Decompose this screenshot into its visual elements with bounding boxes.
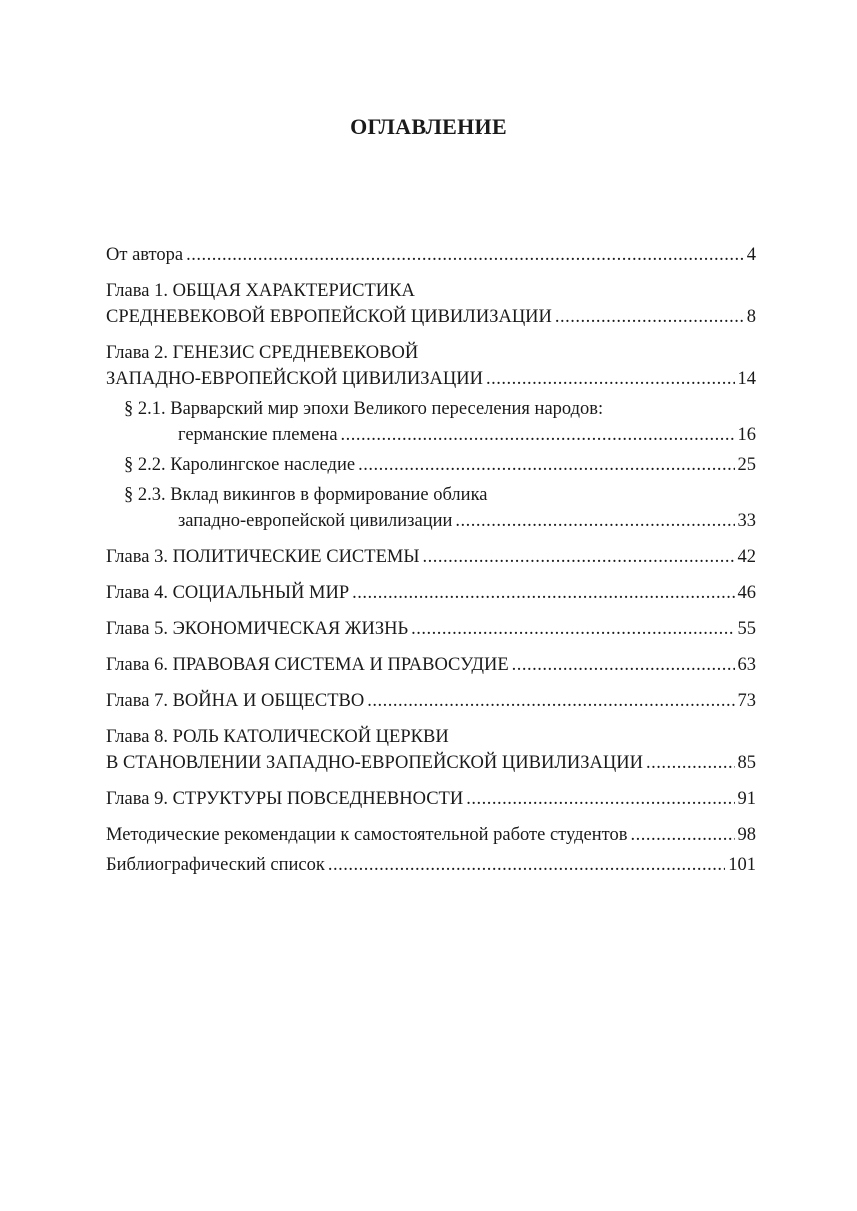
dot-leader bbox=[352, 580, 734, 606]
toc-entry-chapter-2 bbox=[106, 340, 756, 392]
dot-leader bbox=[486, 366, 735, 392]
dot-leader bbox=[630, 822, 734, 848]
toc-entry-title: западно-европейской цивилизации bbox=[178, 511, 453, 531]
toc-entry-title: Методические рекомендации к самостоятельной работе студентов bbox=[106, 825, 628, 845]
toc-page-number: 55 bbox=[737, 619, 756, 639]
toc-entry-chapter-9 bbox=[106, 786, 756, 812]
toc-entry-title: Глава 3. ПОЛИТИЧЕСКИЕ СИСТЕМЫ bbox=[106, 547, 420, 567]
toc-entry-title: германские племена bbox=[178, 425, 338, 445]
toc-page-number: 8 bbox=[746, 307, 756, 327]
toc-entry-chapter-3 bbox=[106, 544, 756, 570]
toc-entry-title-line: Глава 8. РОЛЬ КАТОЛИЧЕСКОЙ ЦЕРКВИ bbox=[106, 727, 449, 747]
toc-entry-title-line: § 2.1. Варварский мир эпохи Великого переселения народов: bbox=[124, 399, 604, 419]
dot-leader bbox=[328, 852, 725, 878]
toc-entry-title: СРЕДНЕВЕКОВОЙ ЕВРОПЕЙСКОЙ ЦИВИЛИЗАЦИИ bbox=[106, 307, 552, 327]
toc-entry-title-line: Глава 1. ОБЩАЯ ХАРАКТЕРИСТИКА bbox=[106, 281, 415, 301]
toc-entry-section-2-2 bbox=[106, 452, 756, 478]
toc-page-number: 4 bbox=[746, 245, 756, 265]
toc-entry-chapter-7 bbox=[106, 688, 756, 714]
toc-page-number: 85 bbox=[737, 753, 756, 773]
dot-leader bbox=[646, 750, 735, 776]
toc-page-number: 25 bbox=[737, 455, 756, 475]
toc-entry-chapter-5 bbox=[106, 616, 756, 642]
toc-page-number: 16 bbox=[737, 425, 756, 445]
toc-entry-title: От автора bbox=[106, 245, 184, 265]
toc-entry-guidelines bbox=[106, 822, 756, 848]
toc-entry-title: Глава 5. ЭКОНОМИЧЕСКАЯ ЖИЗНЬ bbox=[106, 619, 409, 639]
toc-entry-title: Глава 7. ВОЙНА И ОБЩЕСТВО bbox=[106, 691, 365, 711]
toc-page-number: 91 bbox=[737, 789, 756, 809]
dot-leader bbox=[186, 242, 744, 268]
toc-page-number: 98 bbox=[737, 825, 756, 845]
toc-page-number: 73 bbox=[737, 691, 756, 711]
toc-entry-chapter-1 bbox=[106, 278, 756, 330]
toc-page-number: 101 bbox=[728, 855, 756, 875]
toc-entry-title: Глава 9. СТРУКТУРЫ ПОВСЕДНЕВНОСТИ bbox=[106, 789, 464, 809]
dot-leader bbox=[422, 544, 734, 570]
toc-entry-title: Глава 6. ПРАВОВАЯ СИСТЕМА И ПРАВОСУДИЕ bbox=[106, 655, 509, 675]
dot-leader bbox=[455, 508, 734, 534]
toc-entry-section-2-1 bbox=[106, 396, 756, 448]
toc-entry-section-2-3 bbox=[106, 482, 756, 534]
toc-page-number: 46 bbox=[737, 583, 756, 603]
toc-page-number: 42 bbox=[737, 547, 756, 567]
toc-entry-title-line: Глава 2. ГЕНЕЗИС СРЕДНЕВЕКОВОЙ bbox=[106, 343, 419, 363]
dot-leader bbox=[512, 652, 735, 678]
toc-entry-chapter-8 bbox=[106, 724, 756, 776]
toc-entry-chapter-4 bbox=[106, 580, 756, 606]
table-of-contents bbox=[106, 242, 756, 878]
toc-entry-title: Библиографический список bbox=[106, 855, 325, 875]
dot-leader bbox=[341, 422, 735, 448]
dot-leader bbox=[466, 786, 734, 812]
toc-page-number: 14 bbox=[737, 369, 756, 389]
toc-entry-bibliography bbox=[106, 852, 756, 878]
dot-leader bbox=[358, 452, 734, 478]
dot-leader bbox=[555, 304, 744, 330]
toc-entry-title: В СТАНОВЛЕНИИ ЗАПАДНО-ЕВРОПЕЙСКОЙ ЦИВИЛИЗАЦИИ bbox=[106, 753, 643, 773]
toc-entry-title: Глава 4. СОЦИАЛЬНЫЙ МИР bbox=[106, 583, 350, 603]
dot-leader bbox=[367, 688, 734, 714]
toc-entry-title-line: § 2.3. Вклад викингов в формирование облика bbox=[124, 485, 488, 505]
page-title: ОГЛАВЛЕНИЕ bbox=[350, 114, 507, 139]
dot-leader bbox=[411, 616, 734, 642]
toc-page-number: 33 bbox=[737, 511, 756, 531]
toc-entry-title: § 2.2. Каролингское наследие bbox=[124, 455, 356, 475]
toc-entry-title: ЗАПАДНО-ЕВРОПЕЙСКОЙ ЦИВИЛИЗАЦИИ bbox=[106, 369, 483, 389]
toc-entry-chapter-6 bbox=[106, 652, 756, 678]
toc-entry-from-author bbox=[106, 242, 756, 268]
toc-page-number: 63 bbox=[737, 655, 756, 675]
